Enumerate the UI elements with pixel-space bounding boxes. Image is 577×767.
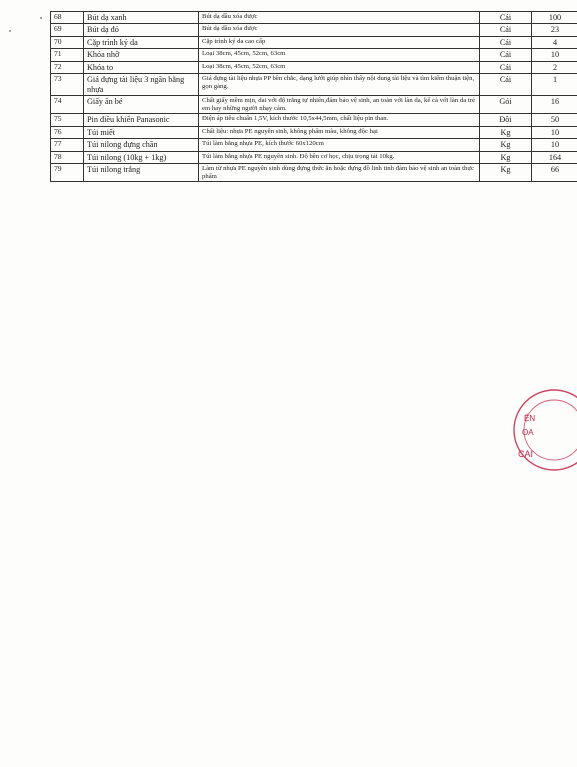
item-name: Túi nilong đựng chăn (84, 139, 199, 151)
item-quantity: 10 (532, 139, 577, 151)
seal-graphic (510, 385, 577, 477)
item-quantity: 100 (532, 12, 577, 24)
item-quantity: 16 (532, 95, 577, 113)
table-row (51, 126, 577, 138)
red-seal-stamp (510, 385, 577, 477)
item-name: Túi miết (84, 126, 199, 138)
row-number: 74 (51, 95, 84, 113)
item-unit: Cái (480, 36, 532, 48)
row-number: 69 (51, 24, 84, 36)
row-number: 78 (51, 151, 84, 163)
item-quantity: 10 (532, 49, 577, 61)
item-name: Khóa to (84, 61, 199, 73)
seal-line-2: OA (522, 428, 534, 437)
row-number: 75 (51, 114, 84, 126)
item-description: Bút dạ dầu xóa được (199, 12, 480, 24)
table-row (51, 74, 577, 96)
item-unit: Đôi (480, 114, 532, 126)
item-description: Loại 38cm, 45cm, 52cm, 63cm (199, 61, 480, 73)
item-quantity: 10 (532, 126, 577, 138)
item-name: Túi nilong (10kg + 1kg) (84, 151, 199, 163)
item-unit: Gói (480, 95, 532, 113)
table-row (51, 49, 577, 61)
seal-line-1: ỆN (524, 414, 536, 423)
item-quantity: 1 (532, 74, 577, 96)
item-unit: Kg (480, 164, 532, 182)
table-row (51, 36, 577, 48)
item-unit: Kg (480, 139, 532, 151)
table-row (51, 151, 577, 163)
item-description: Điện áp tiêu chuẩn 1,5V, kích thước 10,5x44,5mm, chất liệu pin than. (199, 114, 480, 126)
item-description: Bút dạ dầu xóa được (199, 24, 480, 36)
item-name: Giấy ăn bé (84, 95, 199, 113)
scan-speck (40, 17, 42, 19)
item-name: Bút dạ xanh (84, 12, 199, 24)
scan-speck (9, 30, 11, 32)
item-quantity: 23 (532, 24, 577, 36)
item-description: Làm từ nhựa PE nguyên sinh dùng đựng thức ăn hoặc đựng đồ linh tinh đảm bảo vệ sinh an toàn thực phẩm (199, 164, 480, 182)
item-description: Cặp trình ký da cao cấp (199, 36, 480, 48)
row-number: 76 (51, 126, 84, 138)
item-description: Túi làm bằng nhựa PE nguyên sinh. Độ bền cơ học, chịu trọng tải 10kg. (199, 151, 480, 163)
row-number: 77 (51, 139, 84, 151)
table-row (51, 164, 577, 182)
table-row (51, 95, 577, 113)
item-unit: Kg (480, 151, 532, 163)
item-quantity: 66 (532, 164, 577, 182)
item-name: Giá đựng tài liệu 3 ngăn bằng nhựa (84, 74, 199, 96)
item-unit: Cái (480, 49, 532, 61)
table-row (51, 12, 577, 24)
item-description: Giá đựng tài liệu nhựa PP bền chắc, dạng lưới giúp nhìn thấy nội dung tài liệu và tìm kiếm thuận tiện, gọn gàng. (199, 74, 480, 96)
item-name: Cặp trình ký da (84, 36, 199, 48)
row-number: 71 (51, 49, 84, 61)
item-name: Pin điều khiển Panasonic (84, 114, 199, 126)
supplies-table (50, 11, 577, 182)
row-number: 68 (51, 12, 84, 24)
item-quantity: 164 (532, 151, 577, 163)
table-row (51, 61, 577, 73)
item-unit: Cái (480, 74, 532, 96)
item-unit: Kg (480, 126, 532, 138)
table-row (51, 24, 577, 36)
row-number: 70 (51, 36, 84, 48)
item-description: Túi làm bằng nhựa PE, kích thước 60x120cm (199, 139, 480, 151)
item-name: Túi nilong trắng (84, 164, 199, 182)
row-number: 72 (51, 61, 84, 73)
seal-line-3: CAI (518, 449, 534, 459)
item-unit: Cái (480, 12, 532, 24)
item-description: Loại 38cm, 45cm, 52cm, 63cm (199, 49, 480, 61)
item-quantity: 50 (532, 114, 577, 126)
item-unit: Cái (480, 24, 532, 36)
item-name: Bút dạ đỏ (84, 24, 199, 36)
table-row (51, 114, 577, 126)
row-number: 73 (51, 74, 84, 96)
item-quantity: 4 (532, 36, 577, 48)
item-quantity: 2 (532, 61, 577, 73)
row-number: 79 (51, 164, 84, 182)
item-description: Chất giấy mềm mịn, dai với độ trắng tự nhiên,đảm bảo vệ sinh, an toàn với làn da, kể cả với làn da trẻ em hay những người nhạy cảm. (199, 95, 480, 113)
item-name: Khóa nhỡ (84, 49, 199, 61)
item-unit: Cái (480, 61, 532, 73)
item-description: Chất liệu: nhựa PE nguyên sinh, không phẩm màu, không độc hại (199, 126, 480, 138)
table-row (51, 139, 577, 151)
